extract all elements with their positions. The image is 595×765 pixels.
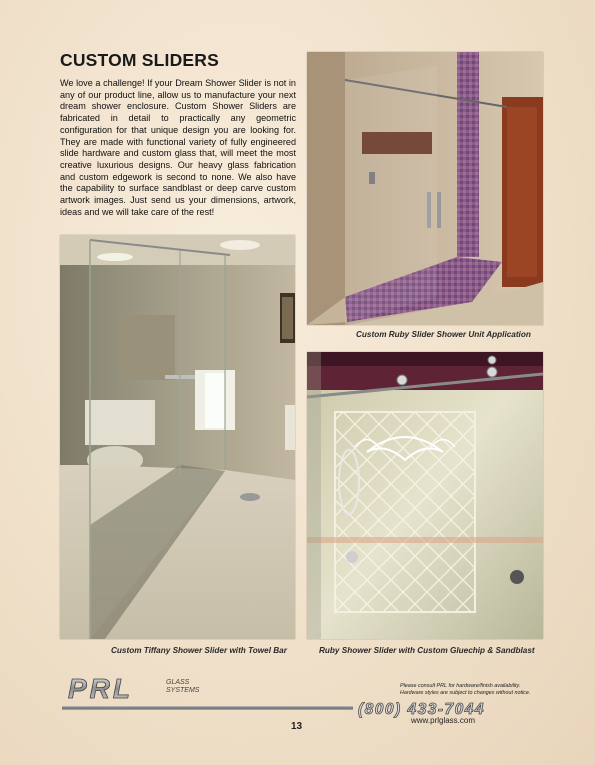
phone-number[interactable]: (800) 433-7044	[358, 701, 485, 718]
intro-paragraph: We love a challenge! If your Dream Shower Slider is not in any of our product line, allow us to manufacture your next dream shower enclosure. Custom Shower Sliders are fabricated in detail to practically any geometric configuration for that unique design you are looking for. They are made with functional variety of fully engineered slide hardware and custom glass that, will meet the most creative luxurious designs. Our heavy glass fabrication and custom edgework is second to none. We also have the capability to surface sandblast or deep carve custom artwork images. Just send us your dimensions, artwork, ideas and we will take care of the rest!	[60, 78, 296, 217]
note-line-1: Please consult PRL for hardware/finish availability.	[400, 683, 521, 689]
note-line-2: Hardware styles are subject to changes without notice.	[400, 690, 531, 697]
photo-tiffany-slider-towel-bar	[60, 235, 295, 639]
caption-tiffany-slider-towel-bar: Custom Tiffany Shower Slider with Towel Bar	[111, 646, 287, 655]
website-link[interactable]: www.prlglass.com	[411, 716, 476, 725]
svg-text:GLASS: GLASS	[166, 679, 190, 686]
page-title: CUSTOM SLIDERS	[60, 50, 220, 70]
caption-ruby-slider-shower-unit: Custom Ruby Slider Shower Unit Application	[356, 330, 531, 339]
svg-text:SYSTEMS: SYSTEMS	[166, 687, 200, 694]
photo-ruby-slider-gluechip-sandblast	[307, 352, 543, 639]
footer-rule	[62, 706, 353, 710]
prl-logo	[68, 674, 218, 704]
page-number: 13	[291, 721, 303, 732]
caption-ruby-slider-gluechip-sandblast: Ruby Shower Slider with Custom Gluechip & Sandblast	[319, 646, 535, 655]
hardware-notes	[400, 683, 530, 697]
svg-text:PRL: PRL	[68, 674, 133, 704]
photo-ruby-slider-shower-unit	[307, 52, 543, 325]
